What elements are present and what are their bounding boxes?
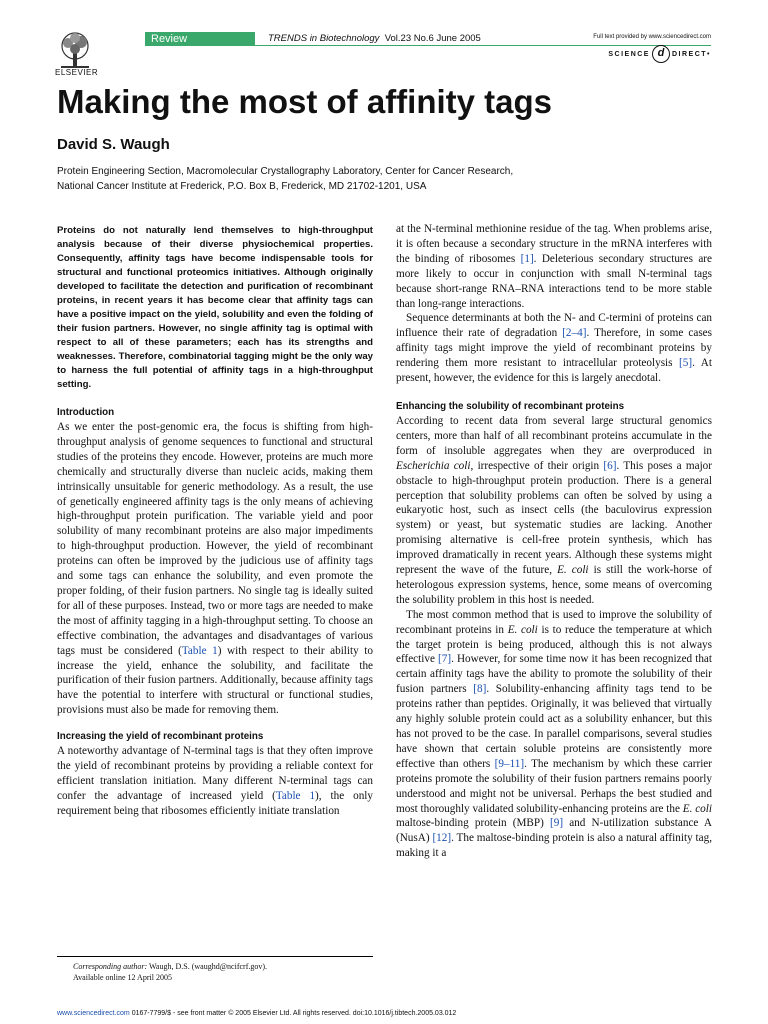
yield-paragraph [57, 744, 373, 819]
text-run: According to recent data from several large structural genomics centers, more than half of all recombinant proteins accumulate in the form of insoluble aggregates when they are overproduced in [396, 414, 712, 457]
affiliation-line-1: Protein Engineering Section, Macromolecular Crystallography Laboratory, Center for Cancer Research, [57, 166, 514, 177]
journal-name: TRENDS in Biotechnology [268, 33, 380, 44]
section-heading-solubility: Enhancing the solubility of recombinant proteins [396, 400, 625, 412]
footer-text: 0167-7799/$ - see front matter © 2005 Elsevier Ltd. All rights reserved. doi:10.1016/j.tibtech.2005.03.012 [129, 1010, 457, 1017]
species-name: E. coli [507, 623, 538, 636]
reference-link[interactable]: [2–4] [562, 327, 587, 340]
text-run: , irrespective of their origin [470, 459, 604, 472]
sciencedirect-logo [608, 45, 711, 63]
footnote [57, 956, 373, 983]
text-run: . However, for some time now it has been recognized that certain affinity tags have the ability to promote the solubility of their fusion partners [396, 653, 712, 696]
section-heading-yield: Increasing the yield of recombinant proteins [57, 731, 264, 743]
text-run: maltose-binding protein (MBP) [396, 817, 550, 830]
yield-text-b: ), the only requirement being that ribosomes efficiently initiate translation [57, 789, 373, 817]
reference-link[interactable]: [5] [679, 357, 693, 370]
publisher-name: ELSEVIER [55, 68, 99, 77]
species-name: E. coli [682, 802, 712, 815]
intro-text-b: ) with respect to their ability to increase the yield, enhance the solubility, and facilitate the purification of their fusion partners. Additionally, because affinity tags have the potential to interfere with structural or functional studies, provisions must also be made for removing them. [57, 644, 374, 717]
text-run: . Therefore, in some cases affinity tags might improve the yield of recombinant proteins by rendering them more resistant to intracellular proteolysis [396, 327, 712, 370]
article-title: Making the most of affinity tags [57, 83, 553, 120]
sd-at-icon: d [652, 45, 670, 63]
right-paragraph-2 [396, 311, 712, 386]
text-run: . Solubility-enhancing affinity tags tend to be proteins rather than peptides. Originally, it was believed that virtually any highly soluble protein could act as a solubility enhancer, but this has not proved to be the case. In parallel comparisons, several studies have shown that certain soluble proteins are consistently more effective than others [396, 683, 712, 770]
species-name: Escherichia coli [396, 459, 471, 472]
section-heading-introduction: Introduction [57, 407, 115, 418]
abstract: Proteins do not naturally lend themselves to high-throughput analysis because of their diverse physiochemical properties. Consequently, affinity tags have become indispensable tools for structural and functional proteomics initiatives. Although originally developed to facilitate the detection and purification of recombinant proteins, in recent years it has become clear that affinity tags can have a positive impact on the yield, solubility and even the folding of their fusion partners. However, no single affinity tag is optimal with respect to all of these parameters; each has its strengths and weaknesses. Therefore, combinatorial tagging might be the only way to harness the full potential of affinity tags in a high-throughput setting. [57, 225, 373, 390]
text-run: . This poses a major obstacle to high-throughput protein production. There is a general perception that solubility problems can often be solved by using a eukaryotic host, such as insect cells (the baculovirus expression system) or yeast, but systematic studies are lacking. Another promising alternative is cell-free protein synthesis, which has improved dramatically in recent years. Although these systems might represent the wave of the future, [396, 459, 712, 577]
text-run: The most common method that is used to improve the solubility of recombinant proteins in [396, 608, 712, 636]
sd-left-text: SCIENCE [608, 50, 650, 58]
available-online: Available online 12 April 2005 [73, 973, 172, 982]
page-footer [57, 1010, 456, 1017]
reference-link[interactable]: [12] [432, 832, 452, 845]
sd-right-text: DIRECT [671, 50, 708, 58]
text-run: . At present, however, the evidence for this is largely anecdotal. [396, 357, 712, 385]
text-run: . The maltose-binding protein is also a natural affinity tag, making it a [396, 832, 712, 860]
reference-link[interactable]: [8] [473, 683, 487, 696]
text-run: and N-utilization substance A (NusA) [396, 817, 712, 845]
reference-link[interactable]: [7] [438, 653, 452, 666]
sd-dot: • [707, 50, 711, 58]
text-run: at the N-terminal methionine residue of the tag. When problems arise, it is often because a secondary structure in the mRNA interferes with the binding of ribosomes [396, 223, 712, 265]
yield-text-a: A noteworthy advantage of N-terminal tags is that they often improve the yield of recombinant proteins by providing a reliable context for efficient translation initiation. Many different N-terminal tags can confer the advantage of increased yield ( [57, 745, 373, 802]
reference-link[interactable]: [9] [550, 817, 564, 830]
reference-link[interactable]: [1] [520, 252, 534, 265]
table-1-link[interactable]: Table 1 [181, 644, 218, 657]
reference-link[interactable]: [9–11] [494, 757, 525, 770]
species-name: E. coli [557, 564, 589, 577]
provided-by: Full text provided by www.sciencedirect.com [593, 34, 711, 40]
corresponding-author [57, 961, 373, 972]
intro-paragraph [57, 420, 373, 718]
affiliation-line-2: National Cancer Institute at Frederick, P.O. Box B, Frederick, MD 21702-1201, USA [57, 181, 427, 192]
article-author: David S. Waugh [57, 136, 170, 153]
text-run: is still the work-horse of heterologous expression systems, hence, some means of overcoming the solubility problem in this host is needed. [396, 564, 712, 606]
text-run: . Deleterious secondary structures are more likely to occur in conjunction with small N-terminal tags because short-range RNA–RNA interactions tend to be more stable than long-range interactions. [396, 252, 712, 310]
text-run: is to reduce the temperature at which the target protein is being produced, although this is not always effective [396, 623, 712, 666]
table-1-link[interactable]: Table 1 [275, 789, 316, 802]
reference-link[interactable]: [6] [603, 459, 617, 472]
right-paragraph-1 [396, 222, 712, 311]
right-paragraph-4 [396, 608, 712, 861]
right-column [396, 222, 712, 861]
section-badge: Review [145, 32, 255, 46]
corr-text: Waugh, D.S. (waughd@ncifcrf.gov). [147, 962, 268, 971]
left-column [57, 222, 373, 819]
corr-label: Corresponding author: [73, 962, 148, 971]
sciencedirect-link[interactable]: www.sciencedirect.com [57, 1010, 130, 1017]
journal-volume: Vol.23 No.6 June 2005 [384, 33, 481, 44]
text-run: . The mechanism by which these carrier proteins promote the solubility of their fusion partners remains poorly understood and might not be universal. Perhaps the best studied and most thoroughly validated solubility-enhancing proteins are the [396, 757, 712, 815]
journal-citation [268, 33, 481, 45]
author-affiliation [57, 164, 513, 194]
right-paragraph-3 [396, 414, 712, 608]
intro-text-a: As we enter the post-genomic era, the focus is shifting from high-throughput analysis of genome sequences to functional and structural studies of the proteins they encode. However, proteins are much more chemically and structurally diverse than nucleic acids, making them intrinsically unsuitable for generic methodology. As a result, the use of genetically engineered affinity tags is the only means of achieving high-throughput protein purification. The variable yield and poor solubility of many recombinant proteins are also major impediments to high-throughput production. However, the yield of recombinant proteins can often be improved by the judicious use of affinity tags and some tags can enhance the solubility, and even promote the proper folding, of their fusion partners. No single tag is ideally suited for all of these purposes. Instead, two or more tags are needed to make the most of affinity tagging in a high-throughput setting. To choose an effective combination, the advantages and disadvantages of various tags must be considered ( [57, 421, 373, 657]
text-run: Sequence determinants at both the N- and C-termini of proteins can influence their rate of degradation [396, 312, 712, 340]
